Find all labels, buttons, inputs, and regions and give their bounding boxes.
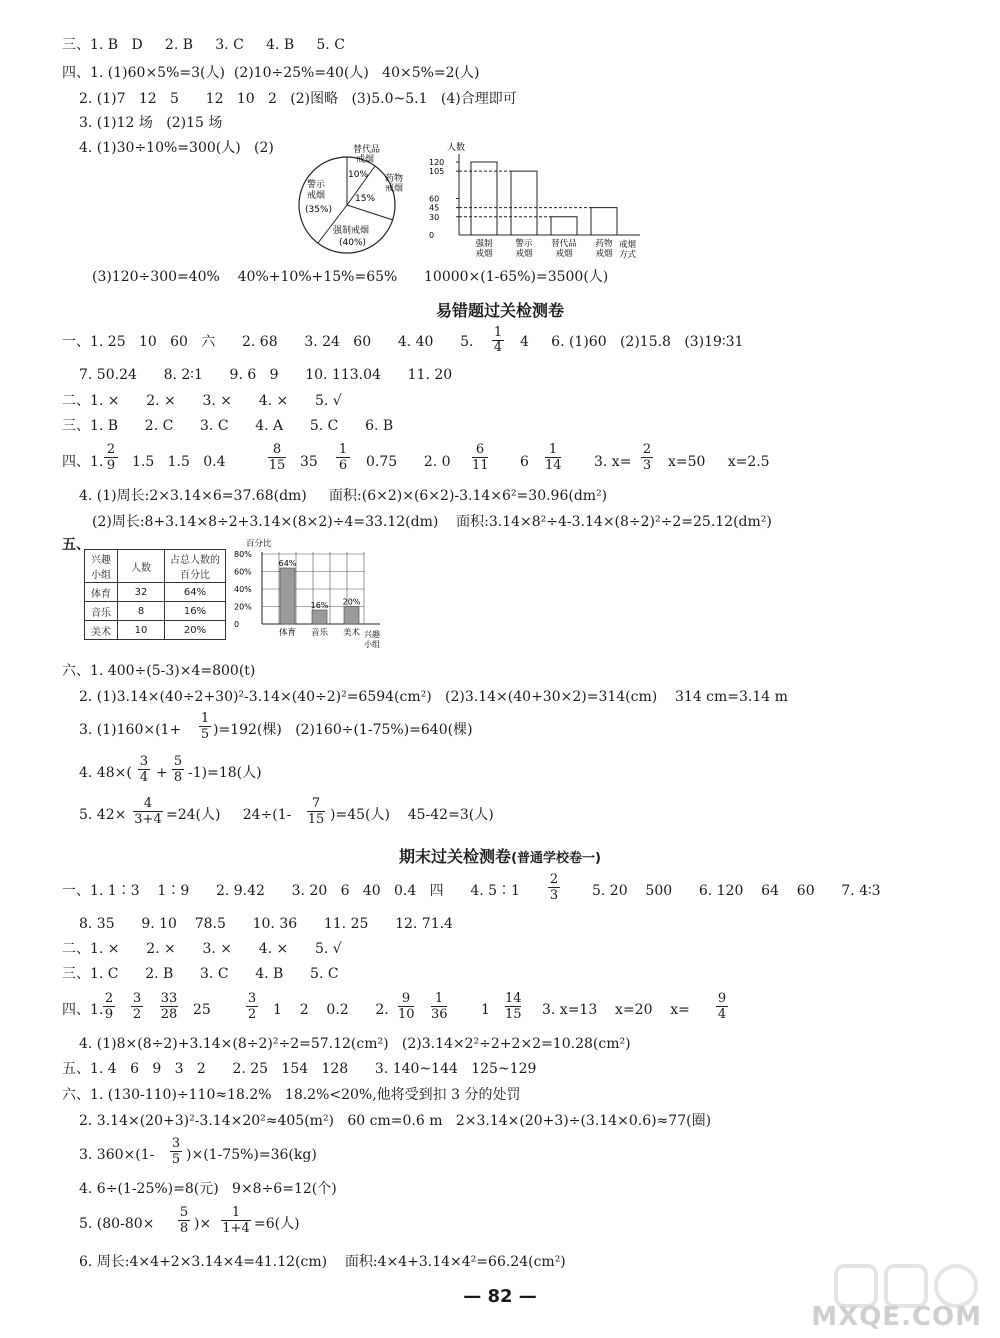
section-label: 五、	[62, 537, 90, 553]
fraction: 5 8	[173, 754, 183, 785]
answer-line: 25	[193, 1002, 211, 1018]
x-tick-label: 警示	[515, 239, 533, 249]
fraction: 3 2	[132, 991, 142, 1022]
data-label: 20%	[342, 597, 361, 607]
fraction: 1 5	[200, 711, 210, 742]
y-axis-label: 百分比	[246, 539, 272, 549]
y-tick-label: 20%	[234, 602, 252, 612]
x-axis-label: 戒烟	[619, 240, 637, 250]
x-tick-label: 美术	[342, 628, 361, 638]
x-tick-label: 戒烟	[475, 249, 493, 259]
answer-line: 一、1. 25 10 60 六 2. 68 3. 24 60 4. 40 5.	[62, 334, 474, 350]
x-tick-label: 戒烟	[595, 249, 613, 259]
fraction: 1 6	[336, 442, 350, 473]
answer-line: -1)=18(人)	[188, 765, 262, 781]
fraction: 33 28	[160, 991, 178, 1022]
y-tick-label: 120	[429, 158, 445, 167]
table-cell: 10	[118, 621, 165, 640]
section-title: 期末过关检测卷(普通学校卷一)	[399, 847, 601, 866]
fraction: 5 8	[179, 1205, 189, 1236]
table-cell: 20%	[165, 621, 226, 640]
y-tick-label: 105	[429, 167, 445, 177]
data-label: 16%	[310, 601, 329, 610]
answer-line: 1.5 1.5 0.4	[132, 454, 226, 470]
fraction: 6 11	[472, 442, 489, 473]
table-cell: 16%	[165, 602, 226, 621]
pie-pct: 15%	[355, 194, 376, 204]
y-tick-label: 0	[234, 620, 240, 629]
answer-line: 三、1. C 2. B 3. C 4. B 5. C	[62, 966, 339, 982]
answer-line: 4. (1)8×(8÷2)+3.14×(8÷2)²÷2=57.12(cm²) (2)3.14×2²÷2+2×2=10.28(cm²)	[79, 1036, 631, 1052]
answer-line: 4 6. (1)60 (2)15.8 (3)19∶31	[520, 334, 744, 350]
x-axis-label: 兴趣	[364, 630, 380, 639]
bar	[511, 171, 537, 235]
answer-line: 1 2 0.2 2.	[273, 1002, 389, 1018]
answer-line: 五、1. 4 6 9 3 2 2. 25 154 128 3. 140~144 125~129	[62, 1061, 537, 1077]
fraction: 7 15	[307, 796, 325, 827]
pie-chart	[285, 140, 415, 265]
y-axis-label: 人数	[447, 143, 466, 153]
data-label: 64%	[278, 559, 297, 568]
answer-line: 四、1. (1)60×5%=3(人) (2)10÷25%=40(人) 40×5%=2(人)	[62, 65, 480, 81]
answer-line: 5. (80-80×	[79, 1216, 155, 1232]
answer-line: 一、1. 1∶3 1∶9 2. 9.42 3. 20 6 40 0.4 四 4. 5∶1	[62, 883, 520, 899]
pie-label: 警示	[307, 180, 326, 190]
table-header: 占总人数的百分比	[165, 550, 226, 583]
fraction: 8 15	[268, 442, 286, 473]
x-axis-label: 方式	[619, 250, 637, 260]
answer-line: 二、1. × 2. × 3. × 4. × 5. √	[62, 941, 342, 957]
page-number: — 82 —	[463, 1286, 537, 1307]
answer-line: 2. (1)3.14×(40÷2+30)²-3.14×(40÷2)²=6594(cm²) (2)3.14×(40+30×2)=314(cm) 314 cm=3.14 m	[79, 689, 788, 705]
answer-line: 4. 48×(	[79, 765, 132, 781]
bar-chart-interest	[232, 536, 392, 654]
y-tick-label: 40%	[234, 585, 252, 594]
x-tick-label: 音乐	[310, 628, 329, 638]
x-tick-label: 戒烟	[555, 249, 573, 259]
bar	[591, 208, 617, 235]
answer-line: x=50 x=2.5	[668, 454, 770, 470]
answer-line: )=45(人) 45-42=3(人)	[330, 807, 494, 823]
answer-line: 4. 6÷(1-25%)=8(元) 9×8÷6=12(个)	[79, 1181, 337, 1197]
fraction: 2 9	[104, 442, 118, 473]
bar-chart-smoking	[425, 140, 655, 265]
table-header: 人数	[118, 550, 165, 583]
pie-label: 戒烟	[385, 184, 404, 194]
table-cell: 音乐	[85, 602, 118, 621]
fraction: 3 2	[247, 991, 257, 1022]
fraction: 2 3	[642, 442, 652, 473]
answer-line: =24(人) 24÷(1-	[166, 807, 292, 823]
table-cell: 8	[118, 602, 165, 621]
answer-line: 3. 360×(1-	[79, 1147, 155, 1163]
bar	[551, 217, 577, 235]
watermark-text: MXQE.COM	[811, 1302, 982, 1332]
answer-line: +	[156, 765, 168, 781]
pie-pct: (35%)	[305, 205, 333, 215]
y-tick-label: 80%	[234, 550, 252, 559]
answer-line: 三、1. B D 2. B 3. C 4. B 5. C	[62, 37, 345, 53]
fraction: 1 1+4	[222, 1205, 250, 1236]
answer-line: (2)周长:8+3.14×8÷2+3.14×(8×2)÷4=33.12(dm) 面积:3.14×8²÷4-3.14×(8÷2)²÷2=25.12(dm²)	[92, 514, 772, 530]
answer-line: 5. 20 500 6. 120 64 60 7. 4∶3	[592, 883, 881, 899]
answer-line: 四、1.	[62, 1002, 104, 1018]
answer-line: (3)120÷300=40% 40%+10%+15%=65% 10000×(1-65%)=3500(人)	[92, 269, 609, 285]
answer-line: 8. 35 9. 10 78.5 10. 36 11. 25 12. 71.4	[79, 916, 453, 932]
answer-line: 四、1.	[62, 454, 104, 470]
answer-line: 三、1. B 2. C 3. C 4. A 5. C 6. B	[62, 418, 394, 434]
table-cell: 64%	[165, 583, 226, 602]
y-tick-label: 30	[429, 212, 440, 222]
fraction: 2 9	[104, 991, 114, 1022]
y-tick-label: 60	[429, 194, 440, 204]
answer-line: 1	[481, 1002, 490, 1018]
y-tick-label: 60%	[234, 567, 252, 577]
answer-line: 3. (1)160×(1+	[79, 722, 182, 738]
fraction: 3 4	[139, 754, 149, 785]
fraction: 1 4	[493, 325, 503, 355]
answer-line: 2. (1)7 12 5 12 10 2 (2)图略 (3)5.0~5.1 (4)合理即可	[79, 91, 517, 107]
answer-line: 3. (1)12 场 (2)15 场	[79, 115, 223, 131]
answer-line: 4. (1)30÷10%=300(人) (2)	[79, 140, 274, 156]
answer-line: )=192(棵) (2)160÷(1-75%)=640(棵)	[213, 722, 473, 738]
table-cell: 美术	[85, 621, 118, 640]
y-tick-label: 0	[429, 231, 435, 240]
answer-line: 3. x=13 x=20 x=	[542, 1002, 690, 1018]
x-tick-label: 替代品	[551, 239, 577, 249]
answer-line: 六、1. 400÷(5-3)×4=800(t)	[62, 663, 256, 679]
interest-group-table	[84, 549, 226, 640]
pie-label: 戒烟	[356, 155, 375, 165]
answer-line: 4. (1)周长:2×3.14×6=37.68(dm) 面积:(6×2)×(6×2)-3.14×6²=30.96(dm²)	[79, 488, 608, 504]
answer-line: =6(人)	[254, 1216, 300, 1232]
section-title: 易错题过关检测卷	[435, 301, 564, 320]
table-cell: 32	[118, 583, 165, 602]
fraction: 14 15	[505, 991, 522, 1022]
answer-line: 六、1. (130-110)÷110≈18.2% 18.2%<20%,他将受到扣 3 分的处罚	[62, 1087, 521, 1103]
fraction: 1 36	[431, 991, 448, 1022]
pie-label: 戒烟	[307, 191, 326, 201]
table-header: 兴趣小组	[85, 550, 118, 583]
answer-line: 6	[520, 454, 529, 470]
pie-label: 强制戒烟	[333, 226, 370, 236]
pie-pct: 10%	[348, 170, 369, 180]
answer-line: 2. 3.14×(20+3)²-3.14×20²≈405(m²) 60 cm=0.6 m 2×3.14×(20+3)÷(3.14×0.6)≈77(圈)	[79, 1113, 712, 1129]
answer-line: 二、1. × 2. × 3. × 4. × 5. √	[62, 393, 342, 409]
fraction: 4 3+4	[134, 796, 162, 827]
y-tick-label: 45	[429, 203, 440, 213]
answer-line: 3. x=	[594, 454, 632, 470]
table-cell: 体育	[85, 583, 118, 602]
pie-label: 药物	[385, 174, 404, 184]
bar	[312, 610, 327, 624]
answer-line: 6. 周长:4×4+2×3.14×4=41.12(cm) 面积:4×4+3.14×4²=66.24(cm²)	[79, 1254, 566, 1270]
bar	[471, 162, 497, 235]
x-tick-label: 体育	[278, 628, 297, 638]
x-tick-label: 药物	[595, 239, 613, 249]
answer-line: 5. 42×	[79, 807, 127, 823]
fraction: 1 14	[545, 442, 562, 473]
x-axis-label: 小组	[364, 640, 380, 649]
answer-line: )×	[194, 1216, 212, 1232]
fraction: 9 4	[717, 991, 727, 1022]
x-tick-label: 戒烟	[515, 249, 533, 259]
answer-line: 7. 50.24 8. 2∶1 9. 6 9 10. 113.04 11. 20	[79, 367, 453, 383]
pie-label: 替代品	[353, 145, 381, 155]
fraction: 3 5	[171, 1136, 181, 1167]
answer-line: )×(1-75%)=36(kg)	[186, 1147, 317, 1163]
fraction: 9 10	[398, 991, 415, 1022]
bar	[344, 607, 359, 625]
fraction: 2 3	[549, 872, 559, 903]
pie-pct: (40%)	[339, 238, 367, 248]
answer-line: 35	[300, 454, 318, 470]
answer-line: 0.75 2. 0	[366, 454, 451, 470]
x-tick-label: 强制	[475, 239, 493, 249]
bar	[280, 568, 295, 624]
